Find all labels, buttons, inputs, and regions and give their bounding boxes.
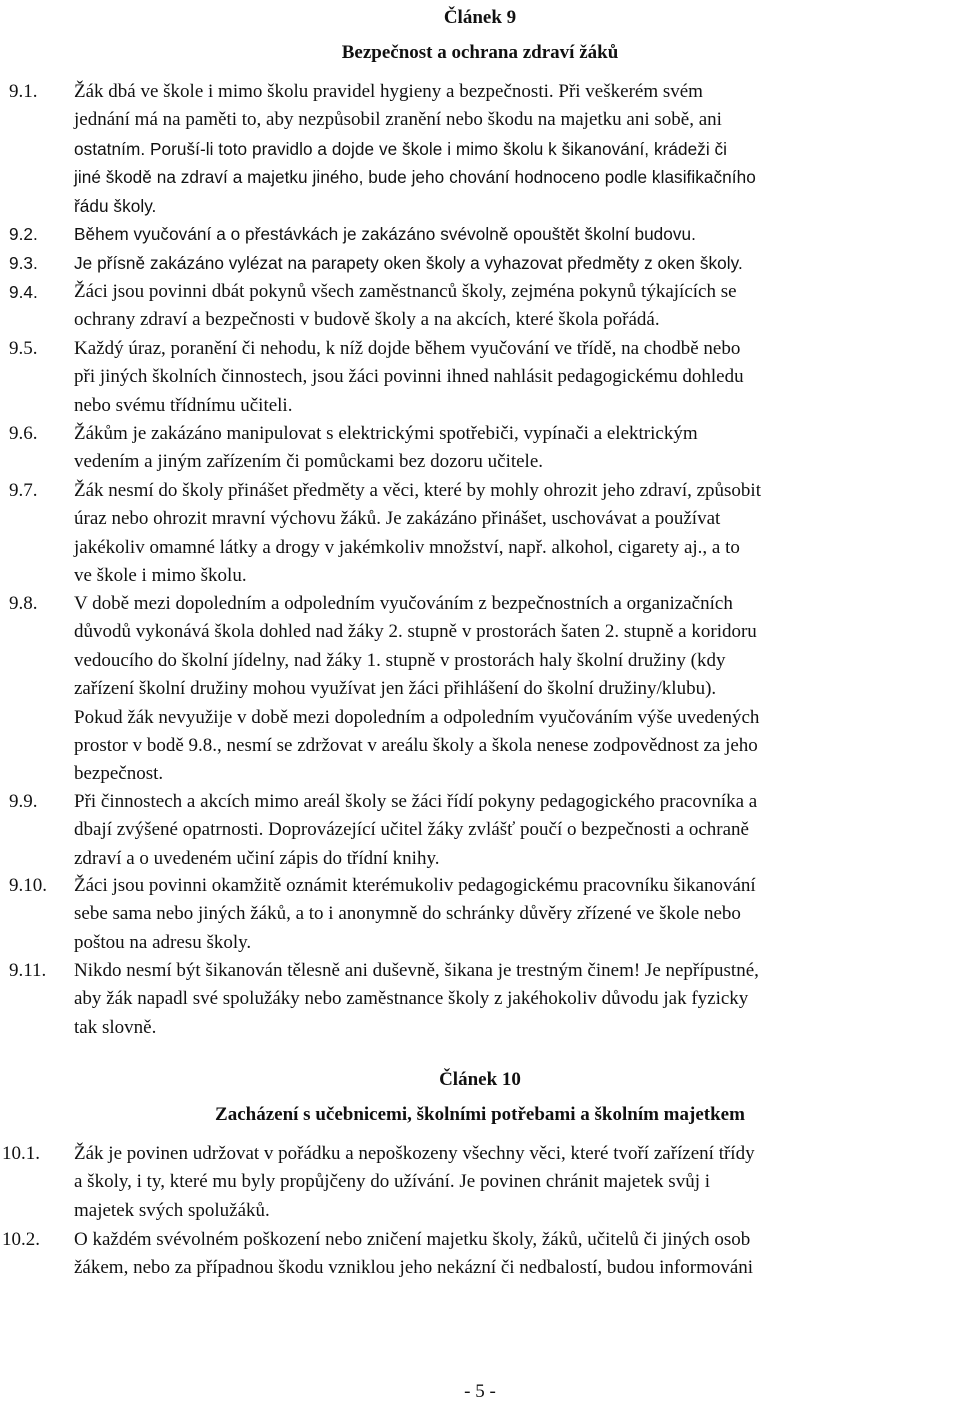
item-text	[74, 590, 958, 789]
item-text	[74, 278, 958, 335]
text-line: Během vyučování a o přestávkách je zakázáno svévolně opouštět školní budovu.	[74, 224, 696, 244]
text-line: Žák nesmí do školy přinášet předměty a věci, které by mohly ohrozit jeho zdraví, způsobit	[74, 480, 761, 501]
text-line: Pokud žák nevyužije v době mezi dopoledním a odpoledním vyučováním výše uvedených	[74, 706, 760, 728]
text-line: poštou na adresu školy.	[74, 931, 252, 953]
article-10-subheading: Zacházení s učebnicemi, školními potřebami a školním majetkem	[215, 1104, 745, 1125]
item-number: 9.5.	[9, 338, 38, 359]
text-line: vedením a jiným zařízením či pomůckami bez dozoru učitele.	[74, 451, 544, 473]
text-line: jednání má na paměti to, aby nezpůsobil zranění nebo škodu na majetku ani sobě, ani	[74, 109, 722, 131]
item-text	[74, 477, 958, 591]
item-text	[74, 78, 958, 220]
item-text	[74, 1140, 958, 1225]
text-line: jakékoliv omamné látky a drogy v jakémkoliv množství, např. alkohol, cigarety aj., a to	[74, 536, 740, 558]
text-line: vedoucího do školní jídelny, nad žáky 1. stupně v prostorách haly školní družiny (kdy	[74, 649, 726, 671]
article-10-heading: Článek 10	[439, 1069, 521, 1090]
item-number: 9.3.	[9, 253, 38, 273]
item-number: 9.7.	[9, 480, 38, 501]
text-line: důvodů vykonává škola dohled nad žáky 2. stupně v prostorách šaten 2. stupně a koridoru	[74, 621, 757, 643]
text-line: majetek svých spolužáků.	[74, 1199, 270, 1221]
text-line: aby žák napadl své spolužáky nebo zaměstnance školy z jakéhokoliv důvodu jak fyzicky	[74, 988, 749, 1010]
text-line: ve škole i mimo školu.	[74, 565, 247, 587]
item-number: 9.1.	[9, 81, 38, 102]
text-line: Každý úraz, poranění či nehodu, k níž dojde během vyučování ve třídě, na chodbě nebo	[74, 338, 741, 359]
text-line: Žáci jsou povinni dbát pokynů všech zaměstnanců školy, zejména pokynů týkajících se	[74, 281, 737, 302]
item-number: 9.4.	[9, 282, 38, 302]
text-line: úraz nebo ohrozit mravní výchovu žáků. Je zakázáno přinášet, uschovávat a používat	[74, 508, 721, 530]
text-line: žákem, nebo za případnou škodu vzniklou jeho nekázní či nedbalostí, budou informováni	[74, 1257, 754, 1279]
text-line: Žák dbá ve škole i mimo školu pravidel hygieny a bezpečnosti. Při veškerém svém	[74, 81, 703, 102]
item-text	[74, 420, 958, 477]
item-text	[74, 335, 958, 420]
text-line: Žákům je zakázáno manipulovat s elektrickými spotřebiči, vypínači a elektrickým	[74, 423, 698, 444]
item-number: 10.1.	[2, 1143, 40, 1164]
text-line: prostor v bodě 9.8., nesmí se zdržovat v areálu školy a škola nenese zodpovědnost za jeho	[74, 735, 758, 757]
text-line: V době mezi dopoledním a odpoledním vyučováním z bezpečnostních a organizačních	[74, 593, 733, 614]
text-line: dbají zvýšené opatrnosti. Doprovázející učitel žáky zvlášť poučí o bezpečnosti a ochraně	[74, 819, 749, 841]
item-text	[74, 957, 958, 1042]
article-9-heading: Článek 9	[443, 7, 517, 28]
text-line: tak slovně.	[74, 1016, 157, 1038]
text-line: ostatním. Poruší-li toto pravidlo a dojde ve škole i mimo školu k šikanování, krádeži či	[74, 138, 728, 159]
text-line: Žáci jsou povinni okamžitě oznámit kterémukoliv pedagogickému pracovníku šikanování	[74, 875, 756, 896]
item-text	[74, 872, 958, 957]
text-line: zařízení školní družiny mohou využívat jen žáci přihlášení do školní družiny/klubu).	[74, 678, 717, 700]
item-number: 10.2.	[2, 1229, 40, 1250]
item-number: 9.10.	[9, 875, 47, 896]
item-text	[74, 1226, 958, 1283]
text-line: při jiných školních činnostech, jsou žáci povinni ihned nahlásit pedagogickému dohledu	[74, 366, 744, 388]
text-line: jiné škodě na zdraví a majetku jiného, bude jeho chování hodnoceno podle klasifikačního	[74, 167, 756, 188]
text-line: řádu školy.	[74, 195, 157, 216]
item-number: 9.6.	[9, 423, 38, 444]
text-line: Při činnostech a akcích mimo areál školy se žáci řídí pokyny pedagogického pracovníka a	[74, 791, 758, 812]
item-number: 9.2.	[9, 224, 38, 244]
item-text	[74, 249, 958, 277]
text-line: Nikdo nesmí být šikanován tělesně ani duševně, šikana je trestným činem! Je nepřípustné,	[74, 960, 759, 981]
text-line: Žák je povinen udržovat v pořádku a nepoškozeny všechny věci, které tvoří zařízení třídy	[74, 1143, 755, 1164]
item-number: 9.11.	[9, 960, 47, 981]
item-text	[74, 220, 958, 248]
article-9-subheading: Bezpečnost a ochrana zdraví žáků	[341, 42, 619, 63]
text-line: sebe sama nebo jiných žáků, a to i anonymně do schránky důvěry zřízené ve škole nebo	[74, 903, 741, 925]
text-line: ochrany zdraví a bezpečnosti v budově školy a na akcích, které škola pořádá.	[74, 309, 660, 331]
text-line: O každém svévolném poškození nebo zničení majetku školy, žáků, učitelů či jiných osob	[74, 1229, 751, 1250]
item-number: 9.8.	[9, 593, 38, 614]
page-number: - 5 -	[464, 1381, 496, 1402]
text-line: bezpečnost.	[74, 763, 164, 785]
item-text	[74, 788, 958, 873]
item-number: 9.9.	[9, 791, 38, 812]
text-line: zdraví a o uvedeném učiní zápis do třídní knihy.	[74, 847, 440, 869]
text-line: a školy, i ty, které mu byly propůjčeny do užívání. Je povinen chránit majetek svůj i	[74, 1171, 710, 1193]
text-line: Je přísně zakázáno vylézat na parapety oken školy a vyhazovat předměty z oken školy.	[74, 253, 743, 273]
text-line: nebo svému třídnímu učiteli.	[74, 394, 293, 416]
